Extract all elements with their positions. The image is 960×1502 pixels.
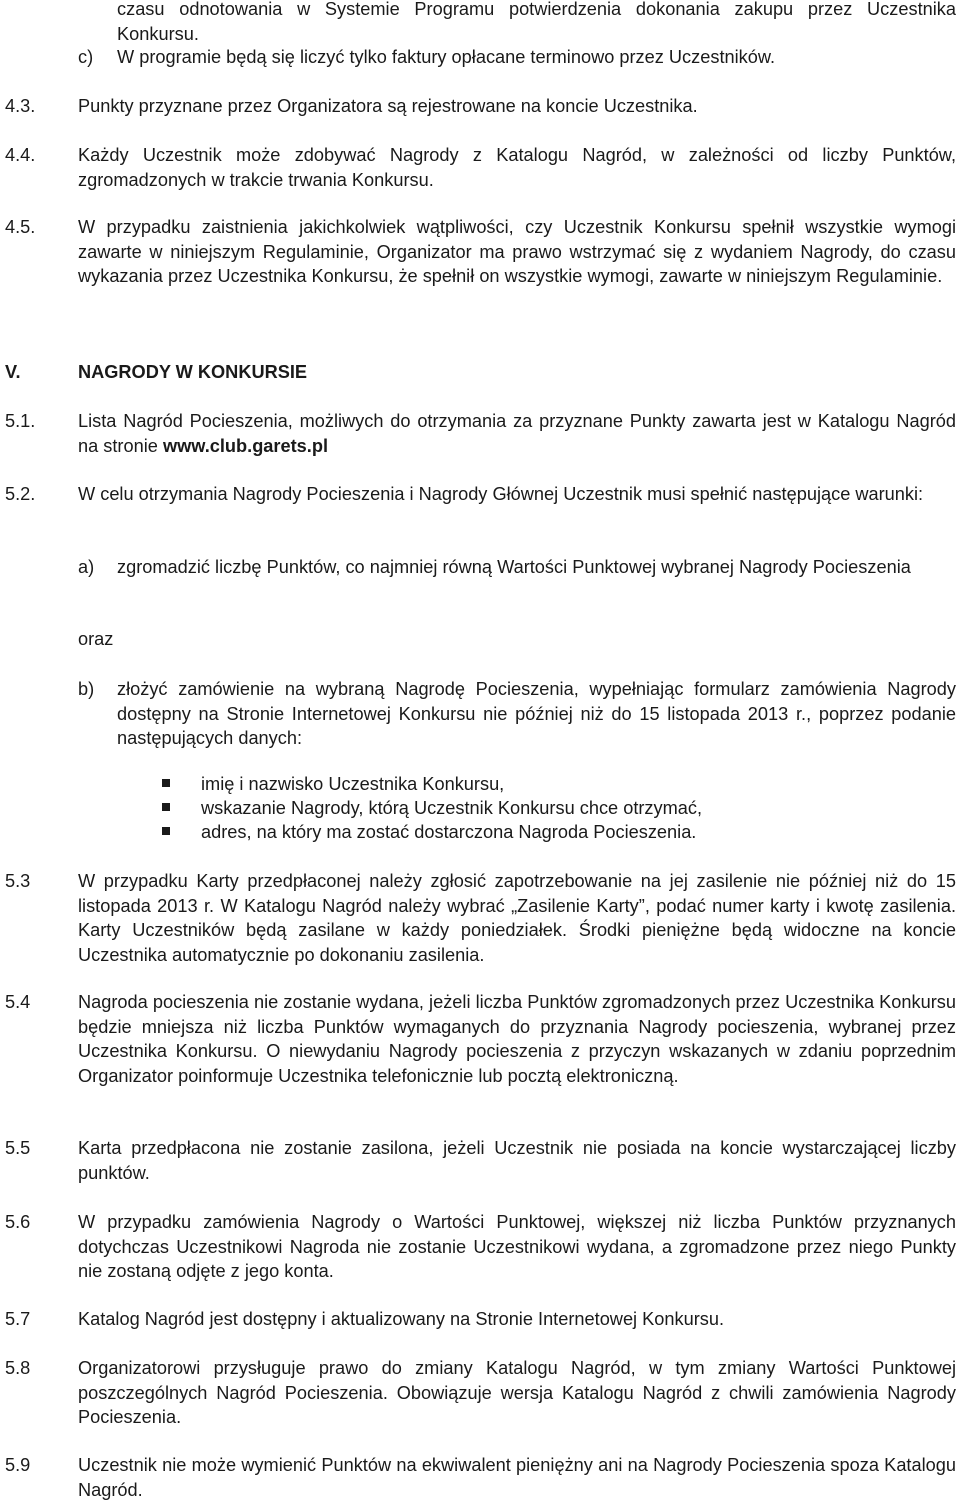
- clause-text-body: Lista Nagród Pocieszenia, możliwych do otrzymania za przyznane Punkty zawarta jest w Katalogu Nagród na stronie: [78, 411, 956, 456]
- item-label: b): [78, 679, 95, 699]
- clause-text: Punkty przyznane przez Organizatora są rejestrowane na koncie Uczestnika.: [78, 96, 698, 116]
- clause-number: 5.1.: [5, 411, 36, 431]
- bullet-text: imię i nazwisko Uczestnika Konkursu,: [201, 774, 505, 794]
- clause-number: 5.8: [5, 1358, 31, 1378]
- clause-5-9: [0, 1453, 960, 1501]
- clause-5-1: [0, 409, 960, 459]
- clause-text: W przypadku zamówienia Nagrody o Wartości Punktowej, większej niż liczba Punktów przyznanych dotychczas Uczestnikowi Nagroda nie zostanie Uczestnikowi wydana, a zgromadzone przez niego Punkty nie zostaną odjęte z jego konta.: [78, 1212, 956, 1281]
- clause-4-4: [0, 143, 960, 193]
- clause-5-7: [0, 1307, 960, 1332]
- condition-a: [0, 555, 960, 605]
- clause-number: 5.5: [5, 1138, 31, 1158]
- item-label: c): [78, 47, 94, 67]
- clause-text: W celu otrzymania Nagrody Pocieszenia i Nagrody Głównej Uczestnik musi spełnić następujące warunki:: [78, 484, 924, 504]
- clause-number: 5.9: [5, 1455, 31, 1475]
- continuation-paragraph: [0, 0, 960, 47]
- item-label: a): [78, 557, 95, 577]
- bullet-item: [162, 820, 696, 845]
- paragraph-text: czasu odnotowania w Systemie Programu potwierdzenia dokonania zakupu przez Uczestnika Konkursu.: [117, 0, 956, 44]
- clause-number: 5.6: [5, 1212, 31, 1232]
- clause-number: 5.3: [5, 871, 31, 891]
- bullet-square-icon: [162, 779, 170, 787]
- clause-4-3: [0, 94, 960, 119]
- clause-text: W przypadku zaistnienia jakichkolwiek wątpliwości, czy Uczestnik Konkursu spełnił wszystkie wymogi zawarte w niniejszym Regulaminie, Organizator ma prawo wstrzymać się z wydaniem Nagrody, do czasu wykazania przez Uczestnika Konkursu, że spełnił on wszystkie wymogi, zawarte w niniejszym Regulaminie.: [78, 217, 956, 286]
- bullet-square-icon: [162, 827, 170, 835]
- catalog-link[interactable]: www.club.garets.pl: [162, 435, 329, 456]
- clause-text: Uczestnik nie może wymienić Punktów na ekwiwalent pieniężny ani na Nagrody Pocieszenia spoza Katalogu Nagród.: [78, 1455, 956, 1500]
- clause-text: Karta przedpłacona nie zostanie zasilona, jeżeli Uczestnik nie posiada na koncie wystarczającej liczby punktów.: [78, 1138, 956, 1183]
- clause-5-5: [0, 1136, 960, 1186]
- clause-number: 4.5.: [5, 217, 36, 237]
- condition-b: [0, 677, 960, 752]
- clause-number: 4.3.: [5, 96, 36, 116]
- clause-5-2: [0, 482, 960, 532]
- bullet-text: adres, na który ma zostać dostarczona Nagroda Pocieszenia.: [201, 822, 697, 842]
- clause-number: 5.2.: [5, 484, 36, 504]
- item-text: W programie będą się liczyć tylko faktury opłacane terminowo przez Uczestników.: [117, 47, 776, 67]
- clause-text: Organizatorowi przysługuje prawo do zmiany Katalogu Nagród, w tym zmiany Wartości Punktowej poszczególnych Nagród Pocieszenia. Obowiązuje wersja Katalogu Nagród z chwili zamówienia Nagrody Pocieszenia.: [78, 1358, 956, 1427]
- bullet-text: wskazanie Nagrody, którą Uczestnik Konkursu chce otrzymać,: [201, 798, 703, 818]
- item-text: złożyć zamówienie na wybraną Nagrodę Pocieszenia, wypełniając formularz zamówienia Nagrody dostępny na Stronie Internetowej Konkursu nie później niż do 15 listopada 2013 r., poprzez podanie następujących danych:: [117, 679, 956, 748]
- clause-text: [78, 409, 956, 458]
- clause-number: 5.7: [5, 1309, 31, 1329]
- list-item-c: [0, 45, 960, 70]
- clause-number: 4.4.: [5, 145, 36, 165]
- clause-text: Katalog Nagród jest dostępny i aktualizowany na Stronie Internetowej Konkursu.: [78, 1309, 725, 1329]
- clause-4-5: [0, 215, 960, 315]
- item-text: zgromadzić liczbę Punktów, co najmniej równą Wartości Punktowej wybranej Nagrody Pocieszenia: [117, 557, 911, 577]
- clause-text: Nagroda pocieszenia nie zostanie wydana, jeżeli liczba Punktów zgromadzonych przez Uczestnika Konkursu będzie mniejsza niż liczba Punktów wymaganych do przyznania Nagrody pocieszenia, wybranej przez Uczestnika Konkursu. O niewydaniu Nagrody pocieszenia z przyczyn wskazanych w zdaniu poprzednim Organizator poinformuje Uczestnika telefonicznie lub pocztą elektroniczną.: [78, 992, 956, 1086]
- section-number: V.: [5, 362, 21, 382]
- bullet-item: [162, 796, 702, 821]
- bullet-square-icon: [162, 803, 170, 811]
- section-title: NAGRODY W KONKURSIE: [78, 362, 308, 382]
- clause-5-3: [0, 869, 960, 969]
- clause-text: Każdy Uczestnik może zdobywać Nagrody z Katalogu Nagród, w zależności od liczby Punktów, zgromadzonych w trakcie trwania Konkursu.: [78, 145, 956, 190]
- clause-5-4: [0, 990, 960, 1115]
- section-heading: [0, 360, 960, 385]
- bullet-item: [162, 772, 504, 797]
- clause-5-6: [0, 1210, 960, 1285]
- clause-number: 5.4: [5, 992, 31, 1012]
- clause-5-8: [0, 1356, 960, 1431]
- conjunction-text: oraz: [78, 629, 114, 649]
- clause-text: W przypadku Karty przedpłaconej należy zgłosić zapotrzebowanie na jej zasilenie nie później niż do 15 listopada 2013 r. W Katalogu Nagród należy wybrać „Zasilenie Karty”, podać numer karty i kwotę zasilenia. Karty Uczestników będą zasilane w każdy poniedziałek. Środki pieniężne będą widoczne na koncie Uczestnika automatycznie po dokonaniu zasilenia.: [78, 871, 956, 965]
